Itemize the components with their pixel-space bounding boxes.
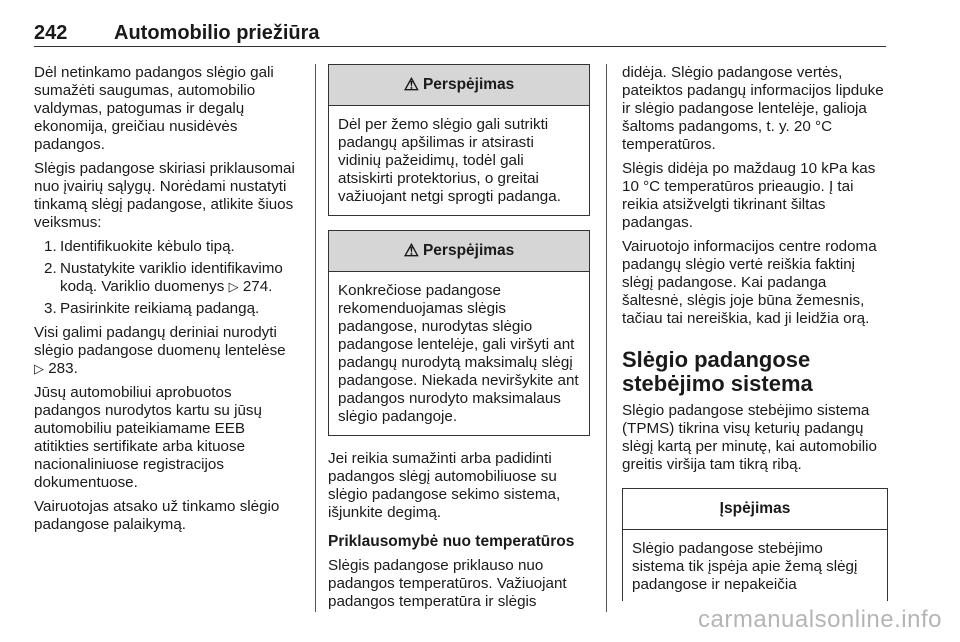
column-right bbox=[622, 64, 888, 601]
page-number: 242 bbox=[34, 22, 68, 44]
warning-text: Dėl per žemo slėgio gali sutrikti padangų apšilimas ir atsirasti vidinių pažeidimų, todėl gali atsiskirti protektorius, o greitai važiuojant netgi sprogti padanga. bbox=[338, 116, 561, 205]
page-reference: 274. bbox=[242, 278, 273, 295]
paragraph: Slėgio padangose stebėjimo sistema (TPMS) tikrina visų keturių padangų slėgį kartą per minutę, kai automobilio greitis viršija tam tikrą ribą. bbox=[622, 402, 877, 473]
warning-triangle-icon: ⚠ bbox=[403, 241, 419, 260]
page-title: Automobilio priežiūra bbox=[114, 22, 320, 44]
paragraph: Slėgis padangose skiriasi priklausomai nuo įvairių sąlygų. Norėdami nustatyti tinkamą slėgį padangose, atlikite šiuos veiksmus: bbox=[34, 160, 295, 231]
warning-box bbox=[328, 230, 590, 436]
caution-title: Įspėjimas bbox=[719, 500, 791, 517]
page-reference: 283. bbox=[48, 360, 78, 377]
steps-list bbox=[34, 238, 302, 318]
step-text: Pasirinkite reikiamą padangą. bbox=[60, 300, 260, 317]
list-item bbox=[34, 260, 302, 296]
paragraph: Slėgis padangose priklauso nuo padangos temperatūros. Važiuojant padangos temperatūra ir slėgis bbox=[328, 557, 567, 610]
watermark: carmanualsonline.info bbox=[698, 606, 942, 633]
warning-title: Perspėjimas bbox=[422, 242, 515, 259]
reference-arrow-icon: ▷ bbox=[228, 279, 239, 294]
step-text: Identifikuokite kėbulo tipą. bbox=[60, 238, 235, 255]
paragraph-text: Visi galimi padangų deriniai nurodyti slėgio padangose duomenų lentelėse bbox=[34, 324, 286, 359]
subheading: Priklausomybė nuo temperatūros bbox=[328, 533, 575, 550]
warning-triangle-icon: ⚠ bbox=[403, 75, 419, 94]
caution-box-header bbox=[623, 489, 887, 530]
warning-box-header bbox=[329, 65, 589, 106]
step-text: Nustatykite variklio identifikavimo kodą. Variklio duomenys bbox=[60, 260, 283, 295]
paragraph: Vairuotojas atsako už tinkamo slėgio padangose palaikymą. bbox=[34, 498, 280, 533]
warning-box-header bbox=[329, 231, 589, 272]
warning-box bbox=[328, 64, 590, 216]
caution-text: Slėgio padangose stebėjimo sistema tik įspėja apie žemą slėgį padangose ir nepakeičia bbox=[632, 540, 858, 593]
list-item bbox=[34, 238, 302, 256]
column-divider bbox=[606, 64, 607, 612]
caution-box bbox=[622, 488, 888, 601]
section-heading: Slėgio padangose stebėjimo sistema bbox=[622, 347, 813, 396]
warning-text: Konkrečiose padangose rekomenduojamas slėgis padangose, nurodytas slėgio padangose lentelėje, gali viršyti ant padangų nurodytą maksimalų slėgį padangose. Niekada neviršykite ant padangos nurodyto maksimalaus slėgio padangoje. bbox=[338, 282, 579, 425]
paragraph: Jūsų automobiliui aprobuotos padangos nurodytos kartu su jūsų automobiliu pateikiamame EEB atitikties sertifikate arba kituose nacionaliniuose registracijos dokumentuose. bbox=[34, 384, 262, 491]
paragraph bbox=[34, 324, 302, 378]
column-middle bbox=[328, 64, 590, 617]
step-number: 3. bbox=[44, 300, 57, 317]
list-item bbox=[34, 300, 302, 318]
column-divider bbox=[315, 64, 316, 612]
page-header bbox=[34, 10, 886, 47]
paragraph: Slėgis didėja po maždaug 10 kPa kas 10 °C temperatūros prieaugio. Į tai reikia atsižvelgti tikrinant šiltas padangas. bbox=[622, 160, 876, 231]
paragraph: Vairuotojo informacijos centre rodoma padangų slėgio vertė reiškia faktinį slėgį padangose. Kai padanga šaltesnė, slėgis joje būna žemesnis, tačiau tai nereiškia, kad ji leidžia orą. bbox=[622, 238, 877, 327]
paragraph: Dėl netinkamo padangos slėgio gali sumažėti saugumas, automobilio valdymas, patogumas ir degalų ekonomija, greičiau nusidėvės padangos. bbox=[34, 64, 274, 153]
paragraph: didėja. Slėgio padangose vertės, pateiktos padangų informacijos lipduke ir slėgio padangose lentelėje, galioja šaltoms padangoms, t. y. 20 °C temperatūros. bbox=[622, 64, 884, 153]
paragraph: Jei reikia sumažinti arba padidinti padangos slėgį automobiliuose su slėgio padangose sekimo sistema, išjunkite degimą. bbox=[328, 450, 561, 521]
reference-arrow-icon: ▷ bbox=[34, 361, 44, 376]
column-left bbox=[34, 64, 302, 540]
warning-title: Perspėjimas bbox=[422, 76, 515, 93]
step-number: 2. bbox=[44, 260, 57, 277]
step-number: 1. bbox=[44, 238, 57, 255]
